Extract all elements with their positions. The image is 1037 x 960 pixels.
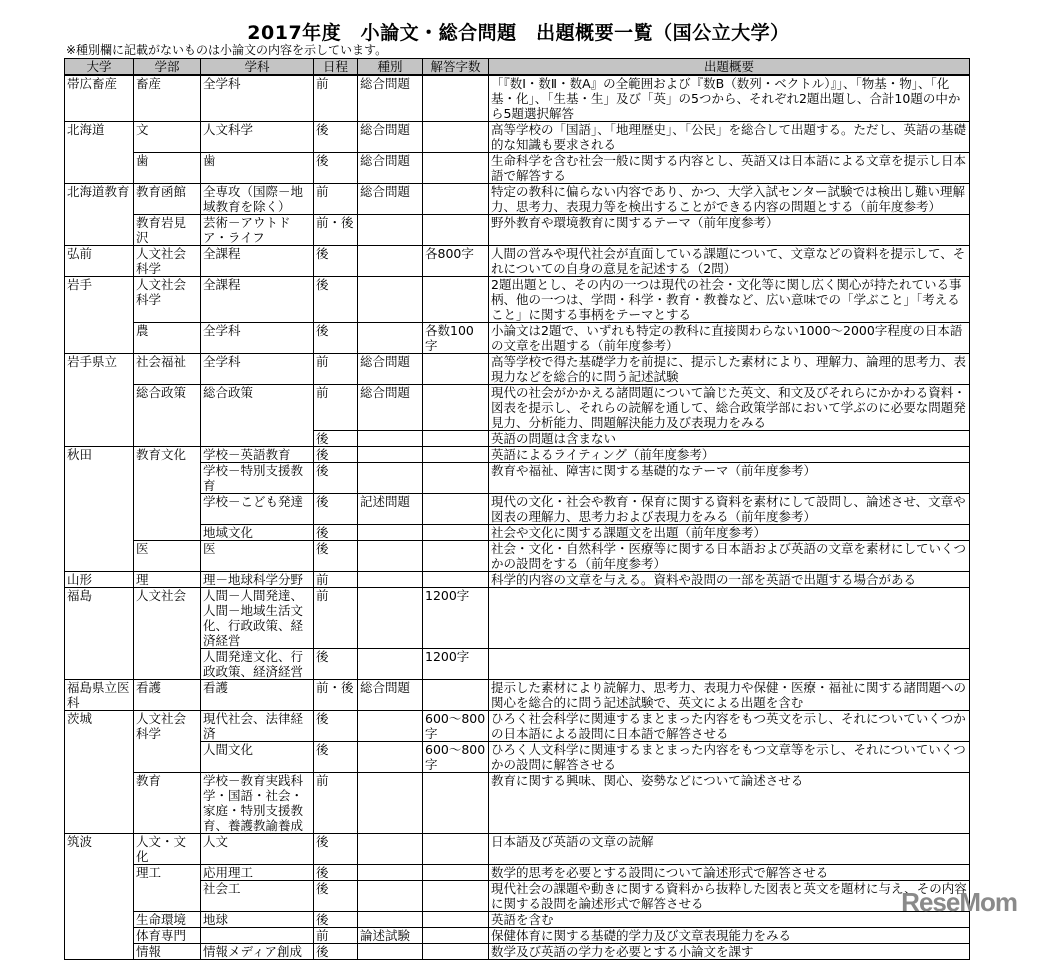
cell-char-count [423, 354, 489, 385]
cell-university: 筑波 [65, 834, 134, 960]
cell-faculty: 人文社会科学 [134, 277, 201, 323]
table-row [65, 649, 970, 680]
cell-schedule: 後 [314, 711, 358, 742]
cell-summary: 英語によるライティング（前年度参考） [489, 447, 970, 463]
cell-faculty: 農 [134, 323, 201, 354]
cell-type [358, 215, 423, 246]
cell-char-count [423, 541, 489, 572]
table-row [65, 834, 970, 865]
cell-faculty: 医 [134, 541, 201, 572]
cell-char-count: 1200字 [423, 649, 489, 680]
cell-faculty: 教育函館 [134, 184, 201, 215]
cell-schedule: 前 [314, 75, 358, 122]
cell-faculty: 畜産 [134, 75, 201, 122]
cell-faculty: 文 [134, 122, 201, 153]
cell-university: 帯広畜産 [65, 75, 134, 122]
cell-char-count: 各800字 [423, 246, 489, 277]
cell-schedule: 後 [314, 525, 358, 541]
cell-faculty: 社会福祉 [134, 354, 201, 385]
header-char-count: 解答字数 [423, 59, 489, 76]
cell-faculty: 総合政策 [134, 385, 201, 447]
cell-summary: 保健体育に関する基礎的学力及び文章表現能力をみる [489, 928, 970, 944]
cell-faculty: 情報 [134, 944, 201, 960]
cell-type [358, 742, 423, 773]
cell-type [358, 246, 423, 277]
cell-schedule: 後 [314, 153, 358, 184]
cell-type: 総合問題 [358, 385, 423, 431]
cell-department: 全学科 [201, 75, 314, 122]
cell-department: 地球 [201, 912, 314, 928]
cell-summary [489, 588, 970, 649]
cell-schedule: 前 [314, 184, 358, 215]
cell-department: 人文科学 [201, 122, 314, 153]
cell-char-count [423, 184, 489, 215]
cell-university: 茨城 [65, 711, 134, 834]
cell-summary: 野外教育や環境教育に関するテーマ（前年度参考） [489, 215, 970, 246]
cell-schedule: 後 [314, 447, 358, 463]
table-row [65, 541, 970, 572]
header-schedule: 日程 [314, 59, 358, 76]
cell-university: 福島県立医科 [65, 680, 134, 711]
cell-char-count [423, 122, 489, 153]
cell-university: 岩手県立 [65, 354, 134, 447]
cell-department: 全課程 [201, 277, 314, 323]
cell-department: 理－地球科学分野 [201, 572, 314, 588]
cell-schedule: 後 [314, 742, 358, 773]
cell-university: 秋田 [65, 447, 134, 572]
cell-university: 岩手 [65, 277, 134, 354]
cell-type: 論述試験 [358, 928, 423, 944]
cell-summary: ひろく人文科学に関連するまとまった内容をもつ文章等を示し、それについていくつかの設問に解答させる [489, 742, 970, 773]
cell-department: 総合政策 [201, 385, 314, 447]
cell-department: 歯 [201, 153, 314, 184]
cell-type [358, 912, 423, 928]
cell-faculty: 看護 [134, 680, 201, 711]
cell-department: 現代社会、法律経済 [201, 711, 314, 742]
cell-type [358, 865, 423, 881]
cell-type: 記述問題 [358, 494, 423, 525]
cell-summary: 数学及び英語の学力を必要とする小論文を課す [489, 944, 970, 960]
table-note: ※種別欄に記載がないものは小論文の内容を示しています。 [66, 43, 388, 57]
cell-schedule: 前・後 [314, 680, 358, 711]
cell-type [358, 711, 423, 742]
cell-schedule: 後 [314, 881, 358, 912]
cell-department: 情報メディア創成 [201, 944, 314, 960]
cell-summary: 生命科学を含む社会一般に関する内容とし、英語又は日本語による文章を提示し日本語で解答する [489, 153, 970, 184]
table-row [65, 494, 970, 525]
cell-department: 学校－教育実践科学・国語・社会・家庭・特別支援教育、養護教諭養成 [201, 773, 314, 834]
cell-char-count [423, 773, 489, 834]
table-row [65, 912, 970, 928]
cell-char-count: 1200字 [423, 588, 489, 649]
cell-department: 地域文化 [201, 525, 314, 541]
cell-department: 人間文化 [201, 742, 314, 773]
cell-type [358, 525, 423, 541]
cell-type: 総合問題 [358, 680, 423, 711]
cell-type: 総合問題 [358, 122, 423, 153]
cell-faculty: 教育 [134, 773, 201, 834]
cell-type [358, 834, 423, 865]
cell-summary: 小論文は2題で、いずれも特定の教科に直接関わらない1000～2000字程度の日本語の文章を出題する（前年度参考） [489, 323, 970, 354]
header-faculty: 学部 [134, 59, 201, 76]
cell-summary: 数学的思考を必要とする設問について論述形式で解答させる [489, 865, 970, 881]
cell-schedule: 後 [314, 323, 358, 354]
cell-summary: 2題出題とし、その内の一つは現代の社会・文化等に関し広く関心が持たれている事柄、他の一つは、学問・科学・教育・教養など、広い意味での「学ぶこと」「考えること」に関する事柄をテーマとする [489, 277, 970, 323]
resemom-logo: ReseMom [901, 887, 1017, 917]
cell-char-count [423, 153, 489, 184]
cell-schedule: 前 [314, 588, 358, 649]
table-row [65, 385, 970, 431]
cell-char-count [423, 215, 489, 246]
cell-department: 全専攻（国際－地域教育を除く） [201, 184, 314, 215]
cell-type [358, 541, 423, 572]
cell-schedule: 後 [314, 912, 358, 928]
cell-type [358, 881, 423, 912]
cell-type [358, 463, 423, 494]
cell-schedule: 後 [314, 494, 358, 525]
exam-summary-table [64, 58, 970, 960]
cell-char-count [423, 928, 489, 944]
cell-char-count [423, 431, 489, 447]
cell-schedule: 後 [314, 277, 358, 323]
header-row [65, 59, 970, 76]
table-row [65, 246, 970, 277]
table-row [65, 75, 970, 122]
cell-schedule: 後 [314, 431, 358, 447]
cell-department: 人間－人間発達、人間－地域生活文化、行政政策、経済経営 [201, 588, 314, 649]
cell-university: 北海道 [65, 122, 134, 184]
cell-char-count [423, 572, 489, 588]
cell-schedule: 後 [314, 246, 358, 277]
table-row [65, 463, 970, 494]
cell-char-count [423, 525, 489, 541]
table-row [65, 354, 970, 385]
cell-type [358, 277, 423, 323]
table-row [65, 881, 970, 912]
cell-type [358, 649, 423, 680]
cell-summary: 人間の営みや現代社会が直面している課題について、文章などの資料を提示して、それについての自身の意見を記述する（2問） [489, 246, 970, 277]
cell-department: 学校－こども発達 [201, 494, 314, 525]
cell-schedule: 後 [314, 649, 358, 680]
cell-summary: ひろく社会科学に関連するまとまった内容をもつ英文を示し、それについていくつかの日本語による設問に日本語で解答させる [489, 711, 970, 742]
cell-summary: 教育や福祉、障害に関する基礎的なテーマ（前年度参考） [489, 463, 970, 494]
cell-university: 弘前 [65, 246, 134, 277]
cell-department: 全課程 [201, 246, 314, 277]
cell-summary: 特定の教科に偏らない内容であり、かつ、大学入試センター試験では検出し難い理解力、思考力、表現力等を検出することができる内容の問題とする（前年度参考） [489, 184, 970, 215]
cell-char-count [423, 944, 489, 960]
cell-university: 山形 [65, 572, 134, 588]
table-row [65, 153, 970, 184]
cell-faculty: 人文社会科学 [134, 711, 201, 773]
table-row [65, 773, 970, 834]
cell-summary: 社会・文化・自然科学・医療等に関する日本語および英語の文章を素材にしていくつかの設問をする（前年度参考） [489, 541, 970, 572]
cell-type: 総合問題 [358, 184, 423, 215]
table-row [65, 680, 970, 711]
table-row [65, 572, 970, 588]
cell-schedule: 前・後 [314, 215, 358, 246]
cell-faculty: 教育岩見沢 [134, 215, 201, 246]
cell-summary: 「『数Ⅰ・数Ⅱ・数A』の全範囲および『数B（数列・ベクトル）』」、「物基・物」、「化基・化」、「生基・生」及び「英」の5つから、それぞれ2題出題し、合計10題の中から5題選択解答 [489, 75, 970, 122]
header-summary: 出題概要 [489, 59, 970, 76]
cell-char-count [423, 447, 489, 463]
cell-char-count [423, 277, 489, 323]
cell-faculty: 体育専門 [134, 928, 201, 944]
cell-university: 福島 [65, 588, 134, 680]
cell-department: 全学科 [201, 354, 314, 385]
table-row [65, 525, 970, 541]
cell-type [358, 447, 423, 463]
cell-char-count [423, 865, 489, 881]
cell-department: 芸術－アウトドア・ライフ [201, 215, 314, 246]
cell-summary: 英語の問題は含まない [489, 431, 970, 447]
cell-char-count [423, 881, 489, 912]
cell-summary: 提示した素材により読解力、思考力、表現力や保健・医療・福祉に関する諸問題への関心を総合的に問う記述試験で、英文による出題を含む [489, 680, 970, 711]
cell-department: 人間発達文化、行政政策、経済経営 [201, 649, 314, 680]
cell-department: 全学科 [201, 323, 314, 354]
cell-schedule: 後 [314, 122, 358, 153]
cell-department: 学校－特別支援教育 [201, 463, 314, 494]
cell-summary: 日本語及び英語の文章の読解 [489, 834, 970, 865]
cell-char-count [423, 385, 489, 431]
cell-schedule: 前 [314, 354, 358, 385]
table-row [65, 447, 970, 463]
cell-type: 総合問題 [358, 354, 423, 385]
table-row [65, 742, 970, 773]
cell-type [358, 572, 423, 588]
cell-char-count [423, 75, 489, 122]
cell-char-count [423, 834, 489, 865]
table-row [65, 215, 970, 246]
cell-schedule: 後 [314, 865, 358, 881]
cell-faculty: 歯 [134, 153, 201, 184]
table-row [65, 944, 970, 960]
cell-type [358, 323, 423, 354]
cell-type [358, 588, 423, 649]
header-university: 大学 [65, 59, 134, 76]
cell-schedule: 前 [314, 928, 358, 944]
cell-char-count [423, 680, 489, 711]
header-type: 種別 [358, 59, 423, 76]
cell-type: 総合問題 [358, 75, 423, 122]
cell-schedule: 後 [314, 834, 358, 865]
cell-faculty: 理 [134, 572, 201, 588]
table-row [65, 122, 970, 153]
cell-type [358, 431, 423, 447]
header-department: 学科 [201, 59, 314, 76]
cell-department: 医 [201, 541, 314, 572]
cell-schedule: 前 [314, 385, 358, 431]
cell-char-count: 各数100字 [423, 323, 489, 354]
cell-department [201, 928, 314, 944]
cell-department: 看護 [201, 680, 314, 711]
table-row [65, 588, 970, 649]
cell-summary: 教育に関する興味、関心、姿勢などについて論述させる [489, 773, 970, 834]
table-row [65, 711, 970, 742]
table-row [65, 865, 970, 881]
cell-schedule: 後 [314, 463, 358, 494]
cell-char-count: 600～800字 [423, 711, 489, 742]
table-row [65, 277, 970, 323]
cell-summary [489, 649, 970, 680]
cell-department: 社会工 [201, 881, 314, 912]
cell-summary: 科学的内容の文章を与える。資料や設問の一部を英語で出題する場合がある [489, 572, 970, 588]
cell-summary: 現代の社会がかかえる諸問題について論じた英文、和文及びそれらにかかわる資料・図表を提示し、それらの読解を通して、総合政策学部において学ぶのに必要な問題発見力、分析能力、問題解決能力及び表現力をみる [489, 385, 970, 431]
table-row [65, 928, 970, 944]
cell-faculty: 生命環境 [134, 912, 201, 928]
cell-faculty: 人文・文化 [134, 834, 201, 865]
table-row [65, 184, 970, 215]
cell-summary: 高等学校の「国語」、「地理歴史」、「公民」を総合して出題する。ただし、英語の基礎的な知識も要求される [489, 122, 970, 153]
cell-summary: 高等学校で得た基礎学力を前提に、提示した素材により、理解力、論理的思考力、表現力などを総合的に問う記述試験 [489, 354, 970, 385]
cell-summary: 現代社会の課題や動きに関する資料から抜粋した図表と英文を題材に与え、その内容に関する設問を論述形式で解答させる [489, 881, 970, 912]
cell-char-count [423, 463, 489, 494]
cell-summary: 現代の文化・社会や教育・保育に関する資料を素材にして設問し、論述させ、文章や図表の理解力、思考力および表現力をみる（前年度参考） [489, 494, 970, 525]
cell-schedule: 後 [314, 944, 358, 960]
cell-type [358, 944, 423, 960]
page-title: 2017年度 小論文・総合問題 出題概要一覧（国公立大学） [247, 22, 790, 44]
cell-summary: 英語を含む [489, 912, 970, 928]
cell-char-count [423, 912, 489, 928]
cell-faculty: 教育文化 [134, 447, 201, 541]
cell-faculty: 人文社会 [134, 588, 201, 680]
table-row [65, 323, 970, 354]
cell-summary: 社会や文化に関する課題文を出題（前年度参考） [489, 525, 970, 541]
cell-university: 北海道教育 [65, 184, 134, 246]
cell-char-count [423, 494, 489, 525]
cell-char-count: 600～800字 [423, 742, 489, 773]
cell-schedule: 前 [314, 773, 358, 834]
cell-schedule: 後 [314, 541, 358, 572]
cell-department: 人文 [201, 834, 314, 865]
cell-faculty: 理工 [134, 865, 201, 912]
cell-schedule: 前 [314, 572, 358, 588]
cell-department: 応用理工 [201, 865, 314, 881]
cell-department: 学校－英語教育 [201, 447, 314, 463]
cell-type [358, 773, 423, 834]
cell-type: 総合問題 [358, 153, 423, 184]
cell-faculty: 人文社会科学 [134, 246, 201, 277]
